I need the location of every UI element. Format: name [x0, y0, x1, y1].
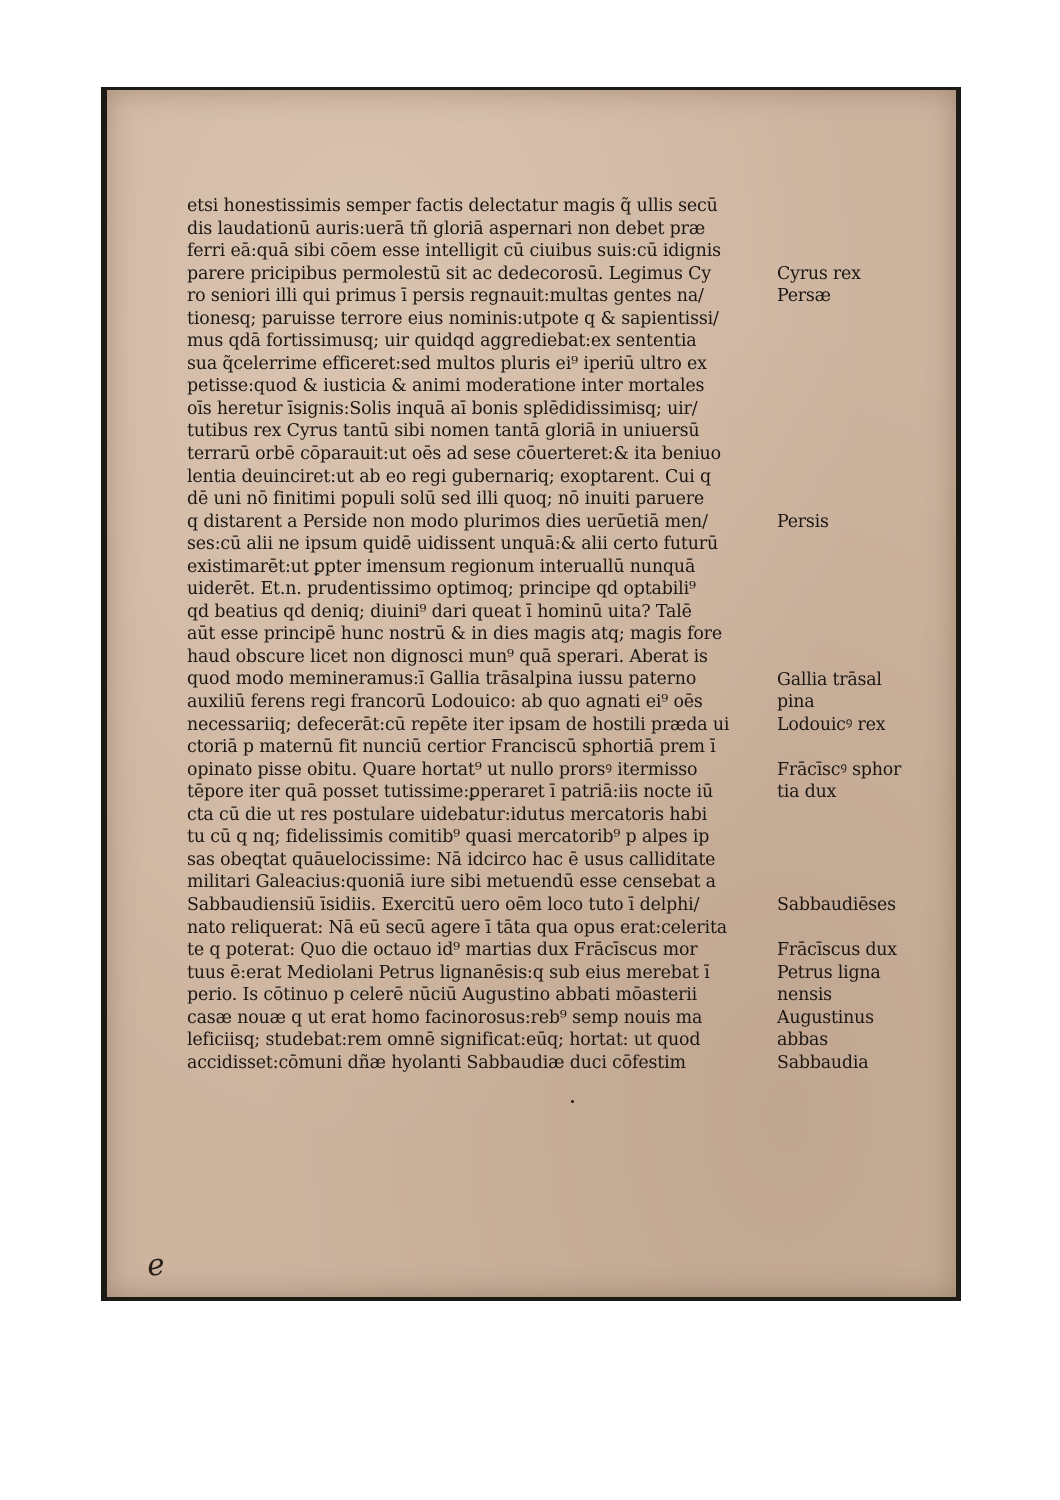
margin-note — [777, 511, 829, 534]
margin-note-line: Sabbaudiēses — [777, 895, 896, 916]
text-line: existimarēt:ut ꝑpter imensum regionum interuallū nunquā — [187, 556, 696, 577]
margin-note — [777, 263, 861, 308]
text-line: ses:cū alii ne ipsum quidē uidissent unquā:& alii certo futurū — [187, 534, 718, 555]
margin-note-line: Frācīscꝰ sphor — [777, 759, 902, 780]
margin-note-line: nensis — [777, 985, 832, 1006]
margin-note-line: Gallia trāsal — [777, 669, 882, 690]
page-leaf — [107, 90, 956, 1297]
text-line: leficiisq; studebat:rem omnē significat:eūq; hortat: ut quod — [187, 1030, 701, 1051]
ink-dot — [571, 1100, 574, 1103]
text-line: sua q̃celerrime efficeret:sed multos pluris ei⁹ iperiū ultro ex — [187, 353, 707, 374]
text-line: parere pricipibus permolestū sit ac dedecorosū. Legimus Cy — [187, 263, 711, 284]
text-line: oīs heretur īsignis:Solis inquā aī bonis splēdidissimisq; uir/ — [187, 398, 698, 419]
text-line: te q poterat: Quo die octauo id⁹ martias dux Frācīscus mor — [187, 940, 698, 961]
text-line: dē uni nō finitimi populi solū sed illi quoq; nō inuiti paruere — [187, 489, 705, 510]
text-line: uiderēt. Et.n. prudentissimo optimoq; principe qd optabili⁹ — [187, 579, 696, 600]
text-line: auxiliū ferens regi francorū Lodouico: ab quo agnati ei⁹ oēs — [187, 692, 703, 713]
text-line: sas obeqtat quāuelocissime: Nā idcirco hac ē usus calliditate — [187, 849, 716, 870]
margin-note-line: Lodouicꝰ rex — [777, 714, 886, 735]
margin-note — [777, 669, 885, 737]
margin-note-line: Persæ — [777, 286, 831, 307]
main-text-column — [187, 195, 787, 1074]
text-line: tutibus rex Cyrus tantū sibi nomen tantā gloriā in uniuersū — [187, 421, 700, 442]
text-line: opinato pisse obitu. Quare hortat⁹ ut nullo prorsꝰ itermisso — [187, 759, 698, 780]
text-line: militari Galeacius:quoniā iure sibi metuendū esse censebat a — [187, 872, 716, 893]
text-line: mus qdā fortissimusq; uir quidqd aggrediebat:ex sententia — [187, 331, 697, 352]
margin-note-line: abbas — [777, 1030, 828, 1051]
margin-note — [777, 939, 897, 1074]
text-line: etsi honestissimis semper factis delectatur magis q̃ ullis secū — [187, 196, 718, 216]
margin-note-line: Augustinus — [777, 1007, 874, 1028]
margin-note — [777, 894, 896, 917]
text-line: tuus ē:erat Mediolani Petrus lignanēsis:q sub eius merebat ī — [187, 962, 710, 983]
text-line: terrarū orbē cōparauit:ut oēs ad sese cōuerteret:& ita beniuo — [187, 444, 721, 465]
text-line: ctoriā p maternū fit nunciū certior Franciscū sphortiā prem ī — [187, 737, 716, 758]
text-line: tēpore iter quā posset tutissime:ꝑperaret ī patriā:iis nocte iū — [187, 782, 714, 803]
margin-note-line: Sabbaudia — [777, 1052, 869, 1073]
bottom-handwritten-mark: e — [144, 1246, 168, 1285]
text-line: aūt esse principē hunc nostrū & in dies magis atq; magis fore — [187, 624, 722, 645]
text-line: nato reliquerat: Nā eū secū agere ī tāta qua opus erat:celerita — [187, 917, 728, 938]
text-line: petisse:quod & iusticia & animi moderatione inter mortales — [187, 376, 705, 397]
text-line: accidisset:cōmuni dñæ hyolanti Sabbaudiæ duci cōfestim — [187, 1052, 686, 1073]
scan-frame — [101, 87, 961, 1301]
text-line: cta cū die ut res postulare uidebatur:idutus mercatoris habi — [187, 804, 707, 825]
margin-note-line: tia dux — [777, 782, 837, 803]
text-line: q distarent a Perside non modo plurimos dies uerūetiā men/ — [187, 511, 708, 532]
text-line: haud obscure licet non dignosci mun⁹ quā sperari. Aberat is — [187, 646, 708, 667]
margin-note-line: Petrus ligna — [777, 962, 881, 983]
text-line: qd beatius qd deniq; diuini⁹ dari queat ī hominū uita? Talē — [187, 601, 692, 622]
margin-note-line: Frācīscus dux — [777, 940, 897, 961]
margin-note — [777, 759, 901, 804]
text-line: dis laudationū auris:uerā tñ gloriā aspernari non debet præ — [187, 218, 706, 239]
margin-note-line: Persis — [777, 511, 829, 532]
text-line: lentia deuinciret:ut ab eo regi gubernariq; exoptarent. Cui q — [187, 466, 712, 487]
text-line: tu cū q nq; fidelissimis comitib⁹ quasi mercatorib⁹ p alpes ip — [187, 827, 710, 848]
text-line: quod modo memineramus:ī Gallia trāsalpina iussu paterno — [187, 669, 697, 690]
margin-note-line: pina — [777, 692, 815, 713]
margin-note-line: Cyrus rex — [777, 263, 861, 284]
text-line: Sabbaudiensiū īsidiis. Exercitū uero oēm loco tuto ī delphi/ — [187, 894, 700, 915]
text-line: tionesq; paruisse terrore eius nominis:utpote q & sapientissi/ — [187, 308, 719, 329]
text-line: ro seniori illi qui primus ī persis regnauit:multas gentes na/ — [187, 286, 704, 307]
text-line: casæ nouæ q ut erat homo facinorosus:reb⁹ semp nouis ma — [187, 1007, 703, 1028]
text-line: necessariiq; defecerāt:cū repēte iter ipsam de hostili præda ui — [187, 714, 730, 735]
text-line: perio. Is cōtinuo p celerē nūciū Augustino abbati mōasterii — [187, 985, 698, 1006]
text-line: ferri eā:quā sibi cōem esse intelligit cū ciuibus suis:cū idignis — [187, 241, 721, 262]
